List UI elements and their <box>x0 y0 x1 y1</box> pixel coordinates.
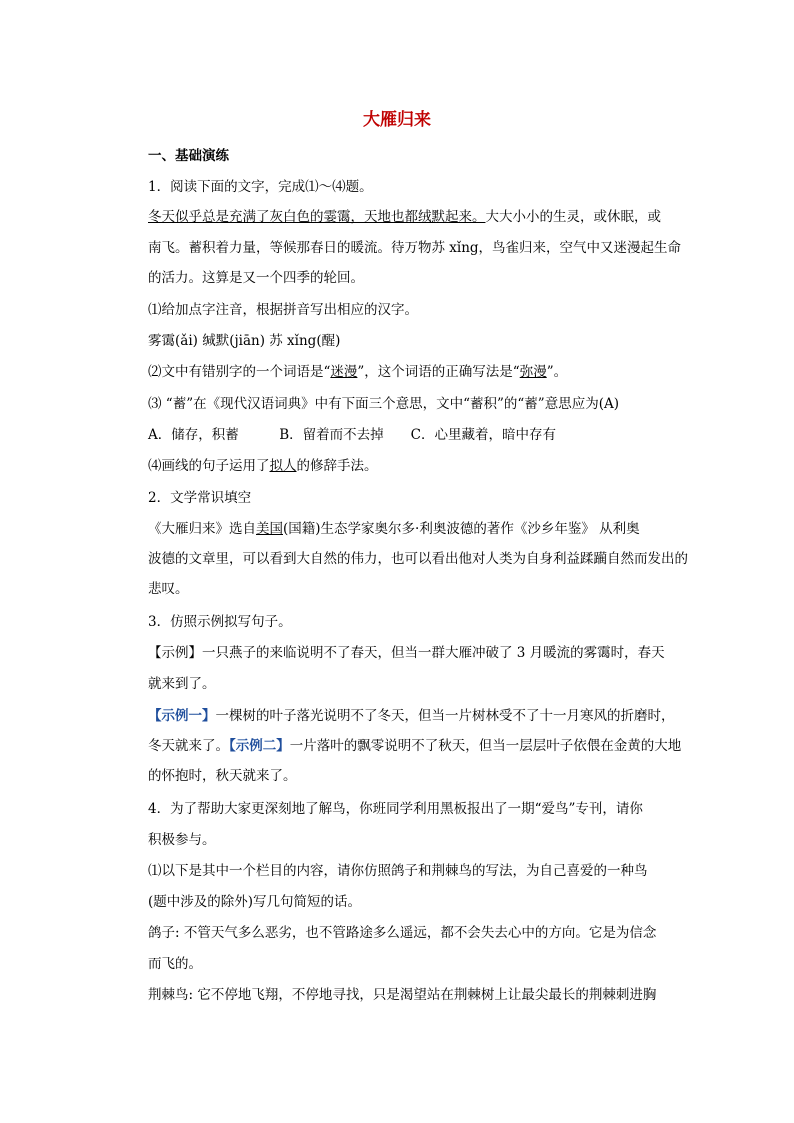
page-title: 大雁归来 <box>363 110 431 130</box>
q1-sub3: ⑶ “蓄”在《现代汉语词典》中有下面三个意思，文中“蓄积”的“蓄”意思应为(A) <box>148 396 619 412</box>
q2-text: 《大雁归来》选自 <box>148 521 256 537</box>
q3-answer-line1 <box>148 707 675 725</box>
q2-line3: 悲叹。 <box>148 581 189 597</box>
passage-text: 大大小小的生灵，或休眠，或 <box>485 209 661 225</box>
q3-example-line2: 就来到了。 <box>148 676 216 692</box>
sub2-text: ”。 <box>546 364 568 380</box>
q3-answer-line2 <box>148 737 681 755</box>
q1-sub4 <box>148 457 378 475</box>
underlined-sentence: 冬天似乎总是充满了灰白色的霎霭，天地也都绒默起来。 <box>148 209 486 225</box>
q3-answer-line3: 的怀抱时，秋天就来了。 <box>148 768 297 784</box>
correct-word: 弥漫 <box>519 364 547 380</box>
sub2-text: ”，这个词语的正确写法是“ <box>357 364 520 380</box>
pigeon-line1: 鸽子: 不管天气多么恶劣，也不管路途多么遥远，都不会失去心中的方向。它是为信念 <box>148 925 657 941</box>
q2-text: (国籍)生态学家奥尔多·利奥波德的著作《沙乡年鉴》 从利奥 <box>283 521 640 537</box>
q3-stem: 3．仿照示例拟写句子。 <box>148 614 292 630</box>
q4-stem-line1: 4．为了帮助大家更深刻地了解鸟，你班同学利用黑板报出了一期“爱鸟”专刊，请你 <box>148 801 643 817</box>
answer-text: 一棵树的叶子落光说明不了冬天，但当一片树林受不了十一月寒风的折磨时， <box>215 708 675 724</box>
q1-answer1: 雾霭(ǎi) 缄默(jiān) 苏 xǐng(醒) <box>148 333 341 349</box>
answer-text: 一片落叶的飘零说明不了秋天，但当一层层叶子依偎在金黄的大地 <box>289 738 682 754</box>
q2-line2: 波德的文章里，可以看到大自然的伟力，也可以看出他对人类为自身利益蹂躏自然而发出的 <box>148 551 688 567</box>
nationality-answer: 美国 <box>256 521 283 537</box>
q2-line1 <box>148 520 640 538</box>
example-tag-2: 【示例二】 <box>229 738 290 754</box>
answer-text: 冬天就来了。 <box>148 738 229 754</box>
sub4-text: 的修辞手法。 <box>296 458 378 474</box>
sub4-text: ⑷画线的句子运用了 <box>148 458 270 474</box>
q2-stem: 2．文学常识填空 <box>148 490 252 506</box>
q1-sub1: ⑴给加点字注音，根据拼音写出相应的汉字。 <box>148 302 418 318</box>
q4-stem-line2: 积极参与。 <box>148 832 216 848</box>
section-heading: 一、基础演练 <box>148 148 229 164</box>
q1-passage-line2: 南飞。蓄积着力量，等候那春日的暖流。待万物苏 xǐng，鸟雀归来，空气中又迷漫起生命 <box>148 240 682 256</box>
q1-stem: 1．阅读下面的文字，完成⑴～⑷题。 <box>148 179 373 195</box>
wrong-word: 迷漫 <box>330 364 358 380</box>
q4-sub1-line1: ⑴以下是其中一个栏目的内容，请你仿照鸽子和荆棘鸟的写法，为自己喜爱的一种鸟 <box>148 863 648 879</box>
thornbird-line1: 荆棘鸟: 它不停地飞翔，不停地寻找，只是渴望站在荆棘树上让最尖最长的荆棘刺进胸 <box>148 987 657 1003</box>
rhetoric-answer: 拟人 <box>269 458 297 474</box>
pigeon-line2: 而飞的。 <box>148 956 202 972</box>
q1-passage-line3: 的活力。这算是又一个四季的轮回。 <box>148 270 364 286</box>
q1-passage-line1 <box>148 208 661 226</box>
sub2-text: ⑵文中有错别字的一个词语是“ <box>148 364 331 380</box>
example-tag-1: 【示例一】 <box>148 708 216 724</box>
q4-sub1-line2: (题中涉及的除外)写几句简短的话。 <box>148 894 362 910</box>
q3-example-line1: 【示例】一只燕子的来临说明不了春天，但当一群大雁冲破了 3 月暖流的雾霭时，春天 <box>148 645 665 661</box>
q1-options: A．储存，积蓄 B．留着而不去掉 C．心里藏着，暗中存有 <box>148 427 556 443</box>
q1-sub2 <box>148 363 567 381</box>
